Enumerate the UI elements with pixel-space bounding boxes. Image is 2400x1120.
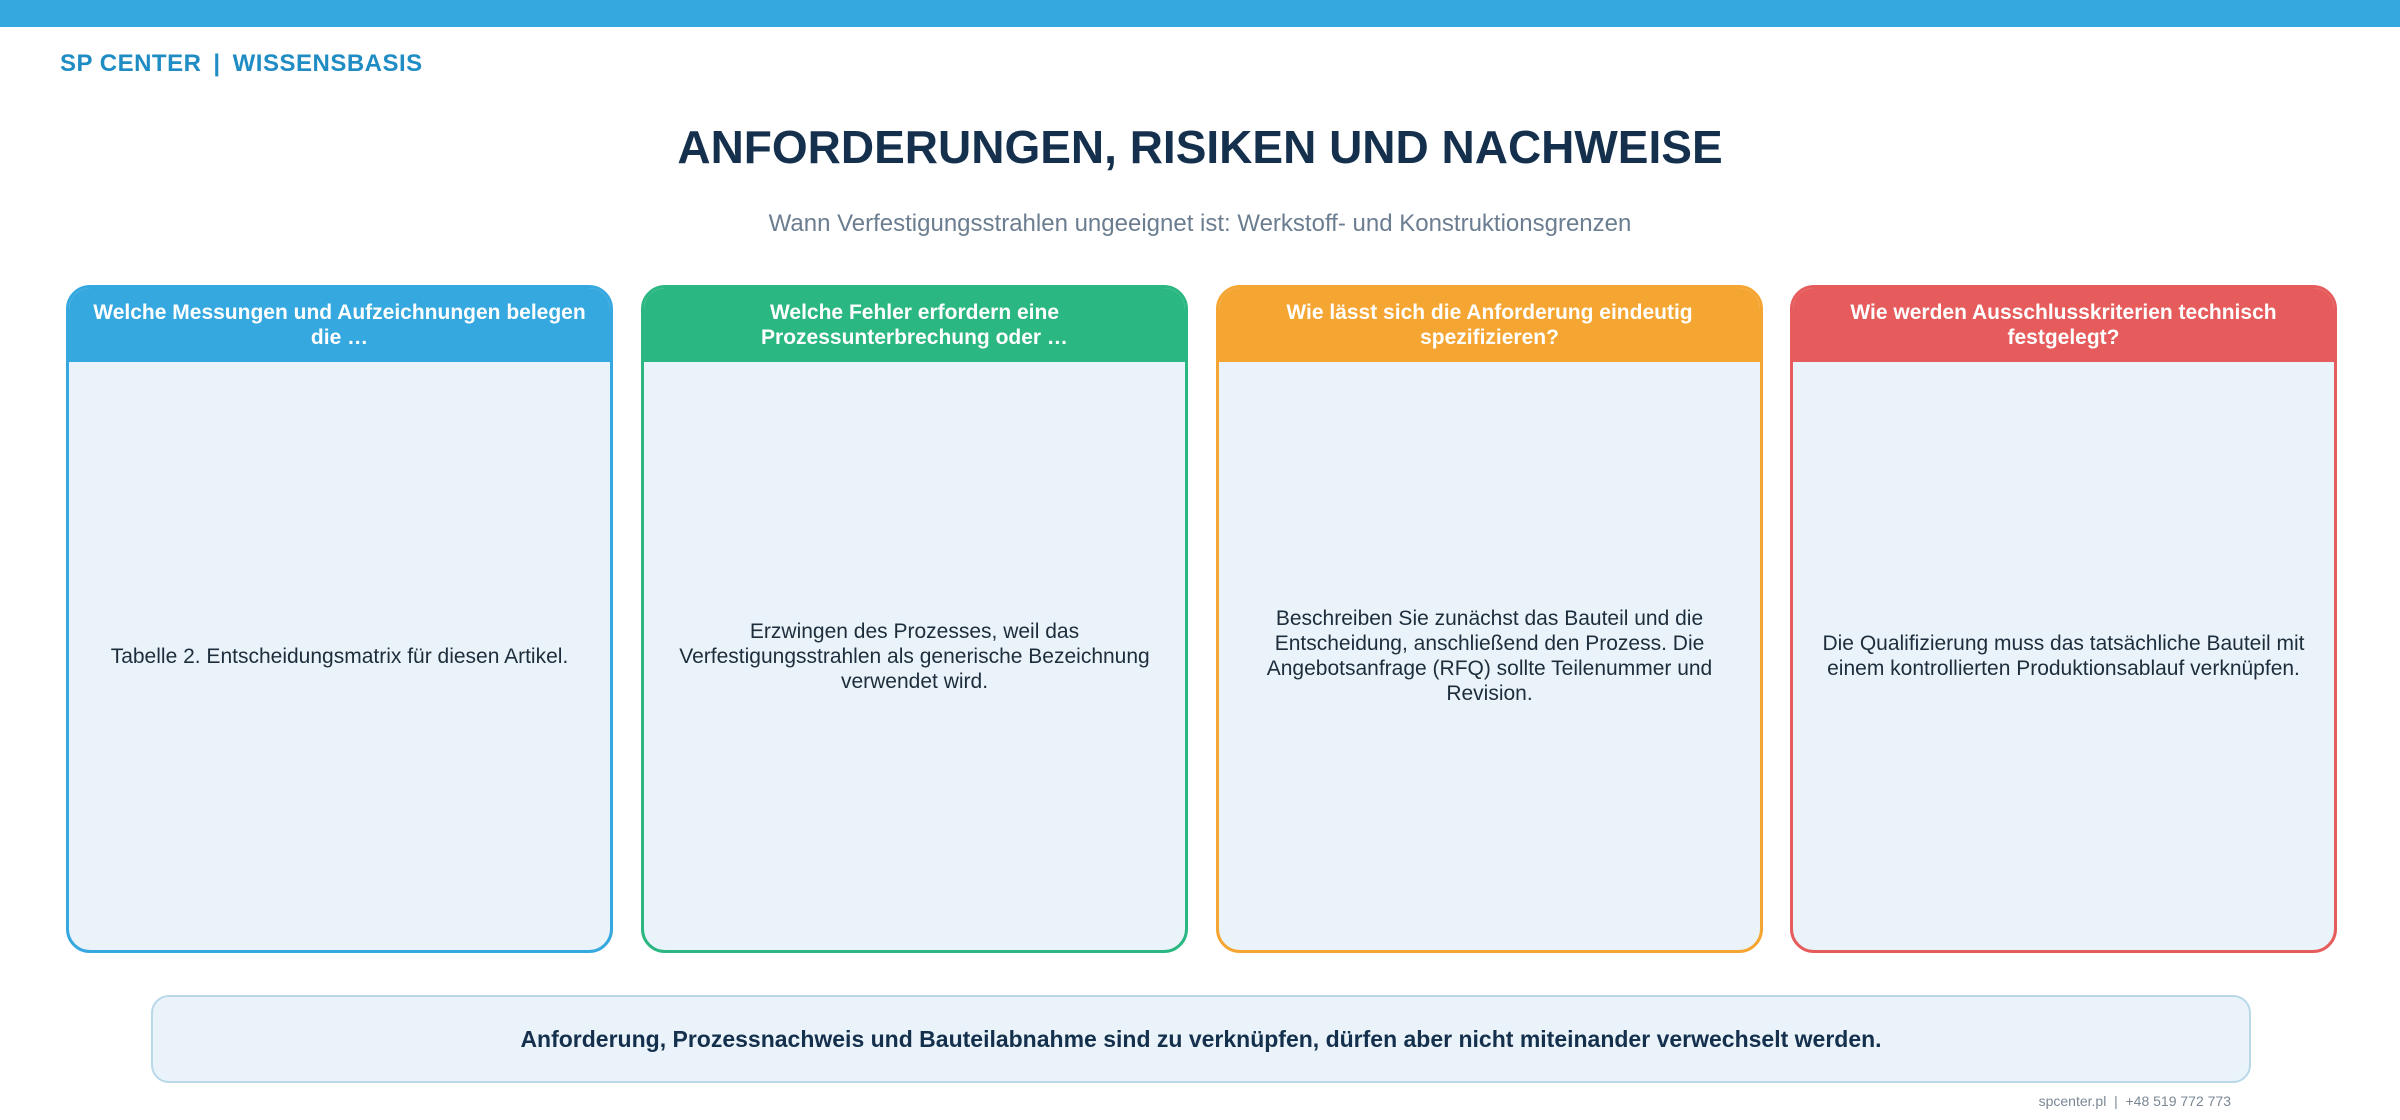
card-heading: Wie lässt sich die Anforderung eindeutig spezifizieren? (1219, 288, 1760, 362)
summary-callout (151, 995, 2251, 1083)
contact-line: spcenter.pl | +48 519 772 773 (2038, 1093, 2231, 1109)
brand-separator: | (213, 50, 221, 77)
page-title: ANFORDERUNGEN, RISIKEN UND NACHWEISE (677, 121, 1723, 173)
page-subtitle: Wann Verfestigungsstrahlen ungeeignet ist: Werkstoff- und Konstruktionsgrenzen (768, 210, 1632, 237)
summary-text: Anforderung, Prozessnachweis und Bauteilabnahme sind zu verknüpfen, dürfen aber nicht miteinander verwechselt werden. (520, 1025, 1882, 1052)
brand-header (60, 50, 423, 78)
card-heading: Welche Fehler erfordern eine Prozessunterbrechung oder … (644, 288, 1185, 362)
card-body: Erzwingen des Prozesses, weil das Verfestigungsstrahlen als generische Bezeichnung verwendet wird. (679, 619, 1150, 693)
card-row (66, 285, 2335, 951)
card-body: Die Qualifizierung muss das tatsächliche Bauteil mit einem kontrollierten Produktionsablauf verknüpfen. (1822, 632, 2305, 680)
card-heading: Wie werden Ausschlusskriterien technisch festgelegt? (1793, 288, 2334, 362)
card-body: Tabelle 2. Entscheidungsmatrix für diesen Artikel. (110, 644, 569, 668)
brand-section: WISSENSBASIS (232, 50, 423, 77)
card-exclusion-criteria (1790, 285, 2337, 953)
card-specification (1216, 285, 1763, 953)
card-body: Beschreiben Sie zunächst das Bauteil und die Entscheidung, anschließend den Prozess. Die Angebotsanfrage (RFQ) sollte Teilenummer und Revision. (1266, 607, 1713, 705)
brand-name: SP CENTER (60, 50, 202, 77)
top-accent-bar (0, 0, 2400, 27)
card-measurements (66, 285, 613, 953)
card-heading: Welche Messungen und Aufzeichnungen belegen die … (69, 288, 610, 362)
card-process-interruption (641, 285, 1188, 953)
